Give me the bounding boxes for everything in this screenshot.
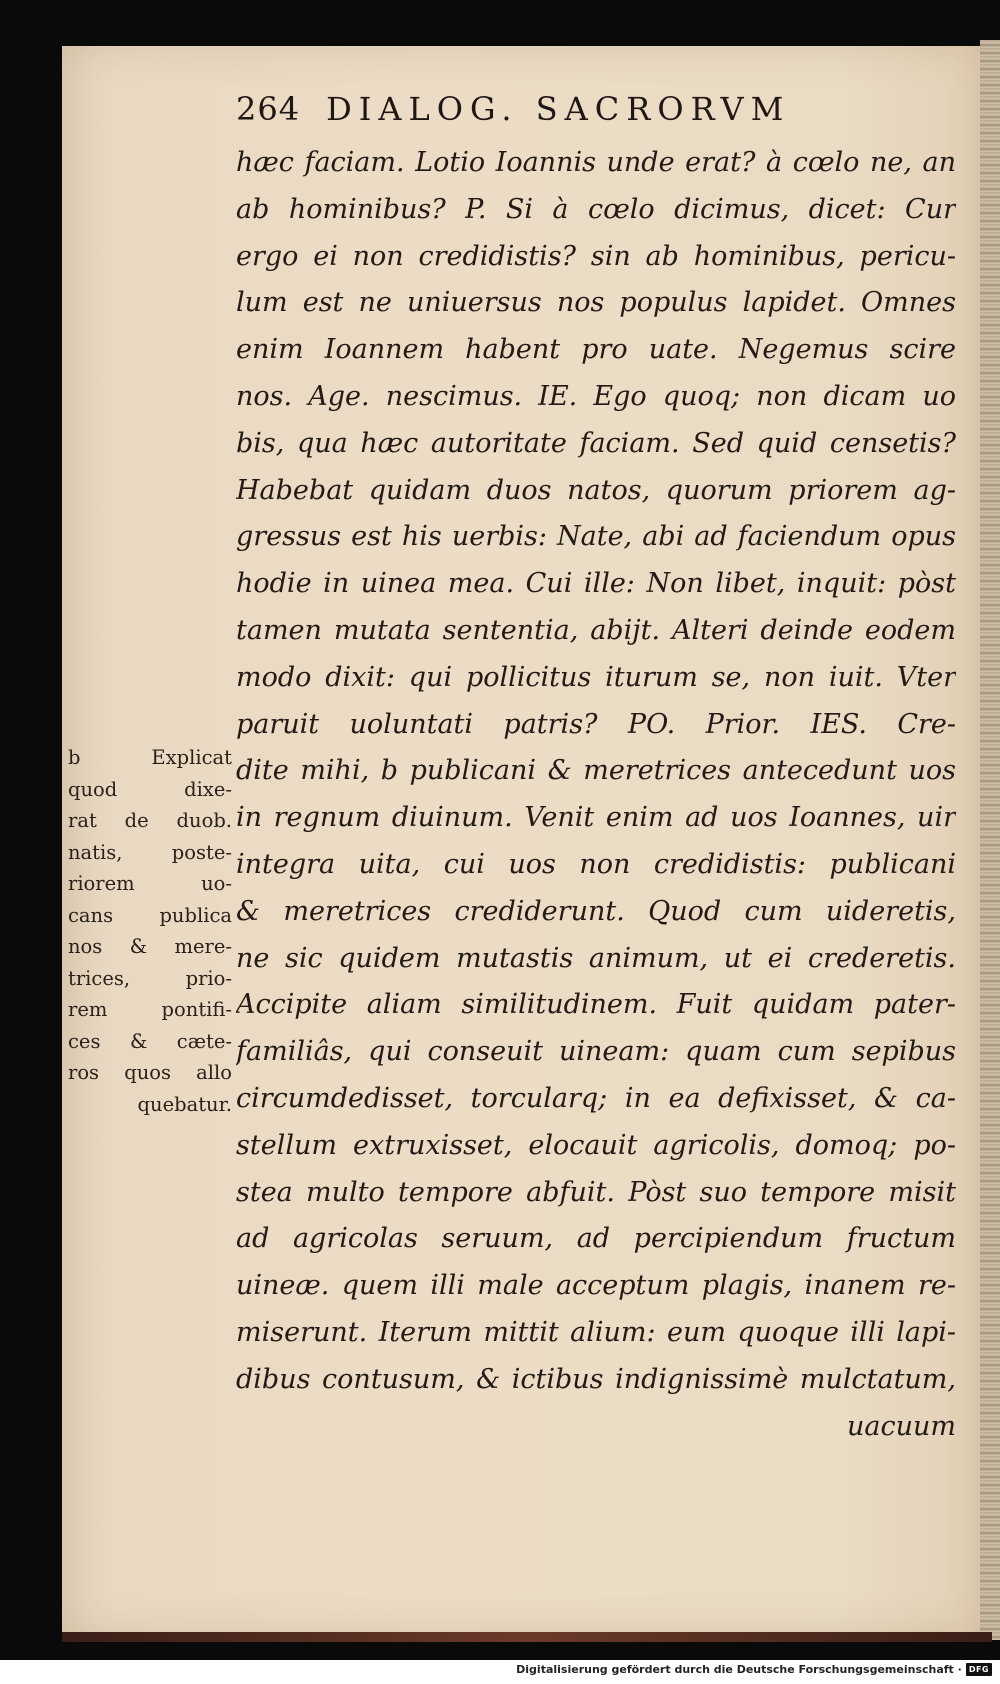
text-line: uineæ. quem illi male acceptum plagis, inanem re-: [236, 1270, 956, 1302]
margin-line: b Explicat: [68, 746, 232, 769]
margin-line: natis, poste-: [68, 840, 232, 864]
text-line: dite mihi, b publicani & meretrices antecedunt uos: [236, 755, 956, 787]
credit-text: Digitalisierung gefördert durch die Deutsche Forschungsgemeinschaft ·: [516, 1663, 962, 1676]
text-line: ergo ei non credidistis? sin ab hominibus, pericu-: [236, 240, 956, 272]
margin-line: quod dixe-: [68, 777, 232, 801]
text-line: ab hominibus? P. Si à cœlo dicimus, dicet: Cur: [236, 193, 956, 225]
margin-line: cans publica: [68, 903, 232, 927]
text-line: modo dixit: qui pollicitus iturum se, non iuit. Vter: [236, 661, 956, 693]
margin-line: rem pontifi-: [68, 998, 232, 1021]
text-line: in regnum diuinum. Venit enim ad uos Ioannes, uir: [236, 802, 956, 834]
margin-line: nos & mere-: [68, 935, 232, 958]
text-line: stea multo tempore abfuit. Pòst suo tempore misit: [236, 1176, 956, 1208]
text-line: tamen mutata sententia, abijt. Alteri deinde eodem: [236, 614, 956, 646]
text-line: gressus est his uerbis: Nate, abi ad faciendum opus: [236, 521, 956, 553]
text-line: Accipite aliam similitudinem. Fuit quidam pater-: [236, 989, 956, 1021]
running-header: [236, 90, 956, 128]
running-title: DIALOG. SACRORVM: [326, 90, 791, 128]
main-text-block: [236, 140, 956, 1450]
text-line: paruit uoluntati patris? PO. Prior. IES. Cre-: [236, 708, 956, 740]
text-line: miserunt. Iterum mittit alium: eum quoque illi lapi-: [236, 1316, 956, 1348]
text-line: familiâs, qui conseuit uineam: quam cum sepibus: [236, 1036, 956, 1068]
text-line: bis, qua hæc autoritate faciam. Sed quid censetis?: [236, 427, 956, 459]
text-line: & meretrices crediderunt. Quod cum uideretis,: [236, 895, 956, 927]
dfg-logo-icon: DFG: [966, 1663, 992, 1676]
text-line: integra uita, cui uos non credidistis: publicani: [236, 848, 956, 880]
marginal-note: [68, 742, 232, 1120]
text-line: enim Ioannem habent pro uate. Negemus scire: [236, 334, 956, 366]
text-line: ne sic quidem mutastis animum, ut ei crederetis.: [236, 942, 956, 974]
text-line: stellum extruxisset, elocauit agricolis, domoq; po-: [236, 1129, 956, 1161]
text-line: Habebat quidam duos natos, quorum priorem ag-: [236, 474, 956, 506]
margin-line: riorem uo-: [68, 872, 232, 895]
text-line: hodie in uinea mea. Cui ille: Non libet, inquit: pòst: [236, 568, 956, 600]
page-number: 264: [236, 90, 301, 128]
text-line: lum est ne uniuersus nos populus lapidet. Omnes: [236, 287, 956, 319]
text-line: circumdedisset, torcularq; in ea defixisset, & ca-: [236, 1082, 956, 1114]
page-bottom-edge: [62, 1632, 992, 1642]
catchword: uacuum: [847, 1410, 956, 1442]
text-line: ad agricolas seruum, ad percipiendum fructum: [236, 1223, 956, 1255]
text-line: dibus contusum, & ictibus indignissimè mulctatum,: [236, 1363, 956, 1395]
margin-line: quebatur.: [137, 1092, 232, 1116]
margin-line: trices, prio-: [68, 966, 232, 990]
margin-line: ros quos allo: [68, 1061, 232, 1084]
page-edge: [980, 40, 1000, 1640]
text-line: hæc faciam. Lotio Ioannis unde erat? à cœlo ne, an: [236, 147, 956, 178]
margin-line: rat de duob.: [68, 809, 232, 832]
digitization-credit: [516, 1663, 992, 1676]
text-line: nos. Age. nescimus. IE. Ego quoq; non dicam uo: [236, 380, 956, 412]
margin-line: ces & cæte-: [68, 1029, 232, 1053]
